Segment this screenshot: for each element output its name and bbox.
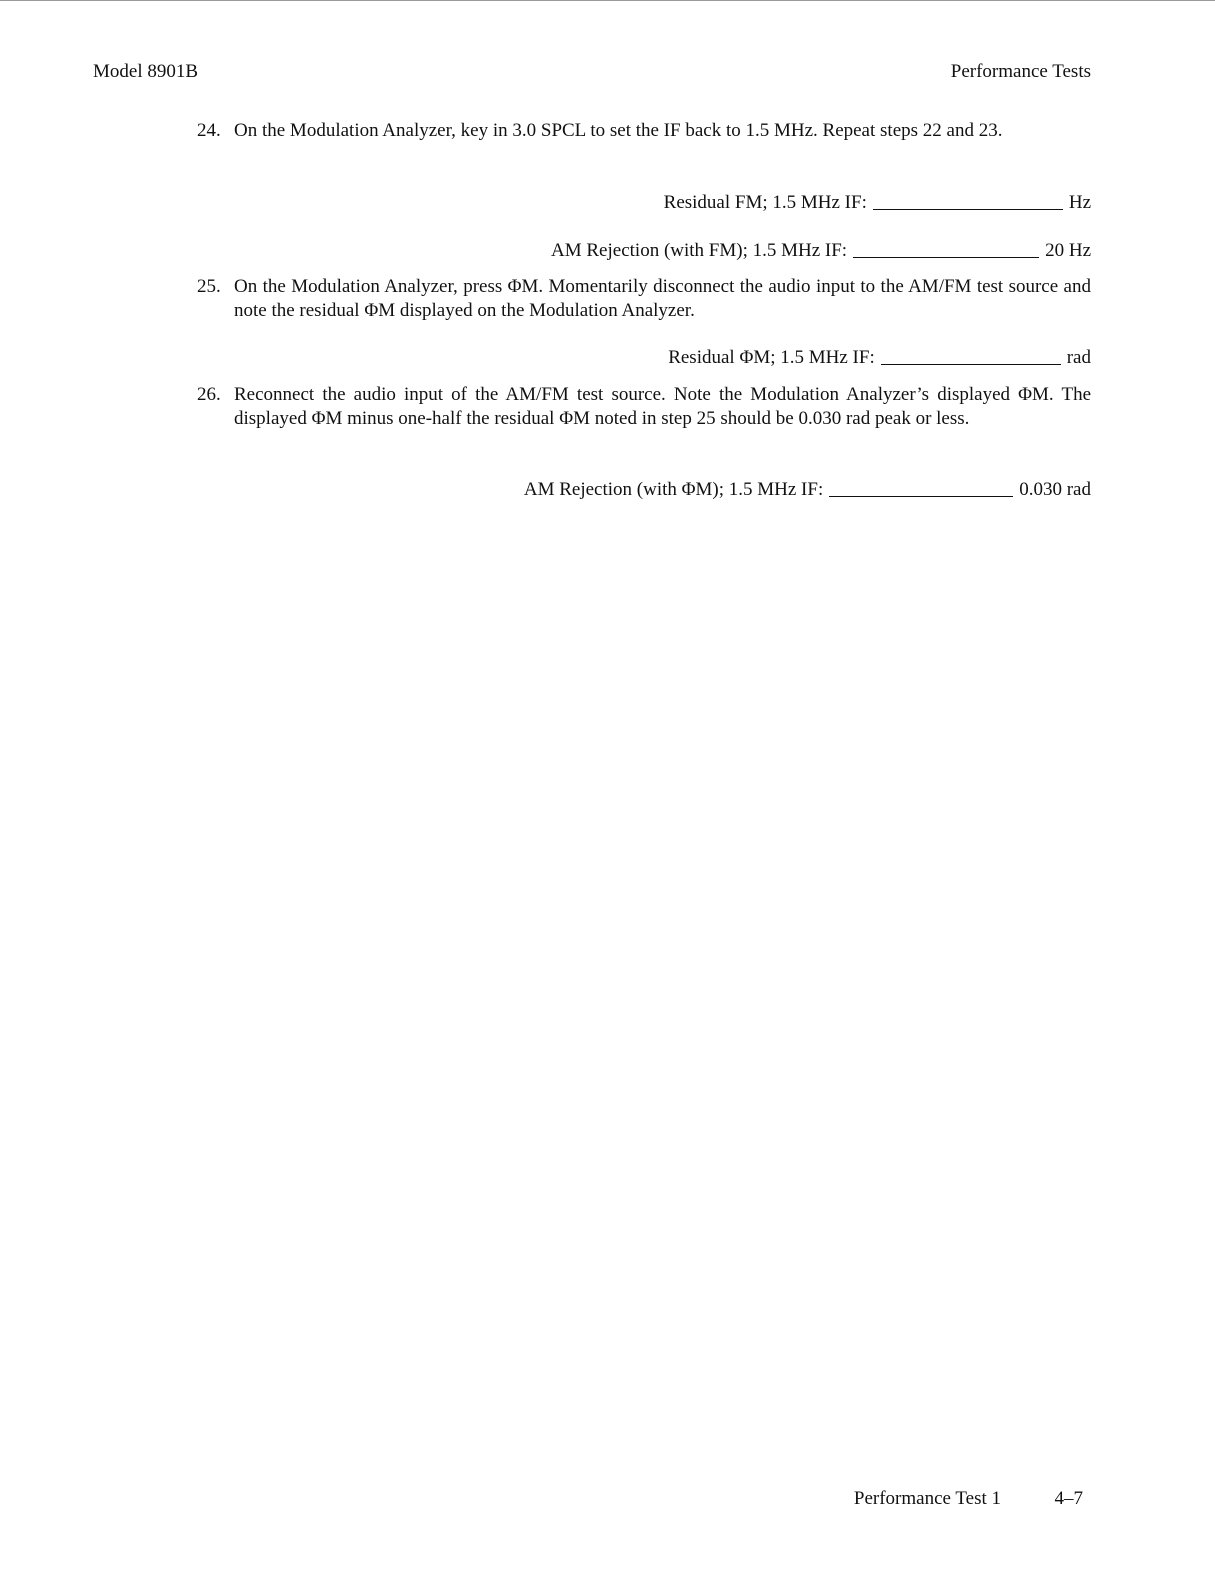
record-am-rejection-fm xyxy=(551,239,1091,263)
step-text: On the Modulation Analyzer, press ΦM. Momentarily disconnect the audio input to the AM/FM test source and note the residual ΦM displayed on the Modulation Analyzer. xyxy=(234,276,1091,321)
page-number: 4–7 xyxy=(1054,1488,1083,1509)
step-number: 24. xyxy=(197,120,221,141)
step-text: Reconnect the audio input of the AM/FM test source. Note the Modulation Analyzer’s displayed ΦM. The displayed ΦM minus one-half the residual ΦM noted in step 25 should be 0.030 rad peak or less. xyxy=(234,384,1091,429)
header-section: Performance Tests xyxy=(950,61,1091,82)
record-label: AM Rejection (with ΦM); 1.5 MHz IF: xyxy=(523,479,824,500)
step-24 xyxy=(197,119,1091,143)
entry-blank[interactable] xyxy=(881,364,1061,365)
record-unit: 0.030 rad xyxy=(1019,479,1091,500)
step-number: 25. xyxy=(197,276,221,297)
step-26 xyxy=(197,383,1091,431)
footer-title: Performance Test 1 xyxy=(853,1488,1001,1509)
record-label: AM Rejection (with FM); 1.5 MHz IF: xyxy=(551,240,848,261)
record-label: Residual FM; 1.5 MHz IF: xyxy=(663,192,867,213)
record-residual-fm xyxy=(664,191,1091,215)
record-unit: rad xyxy=(1066,347,1091,368)
record-am-rejection-phim xyxy=(524,478,1091,502)
entry-blank[interactable] xyxy=(873,209,1063,210)
step-25 xyxy=(197,275,1091,323)
record-label: Residual ΦM; 1.5 MHz IF: xyxy=(668,347,875,368)
record-unit: Hz xyxy=(1068,192,1091,213)
step-text: On the Modulation Analyzer, key in 3.0 SPCL to set the IF back to 1.5 MHz. Repeat steps 22 and 23. xyxy=(234,120,1003,141)
header-model: Model 8901B xyxy=(93,61,199,82)
record-residual-phim xyxy=(668,346,1091,370)
entry-blank[interactable] xyxy=(853,257,1039,258)
record-unit: 20 Hz xyxy=(1045,240,1091,261)
step-number: 26. xyxy=(197,384,221,405)
entry-blank[interactable] xyxy=(829,496,1013,497)
top-border xyxy=(0,0,1215,1)
